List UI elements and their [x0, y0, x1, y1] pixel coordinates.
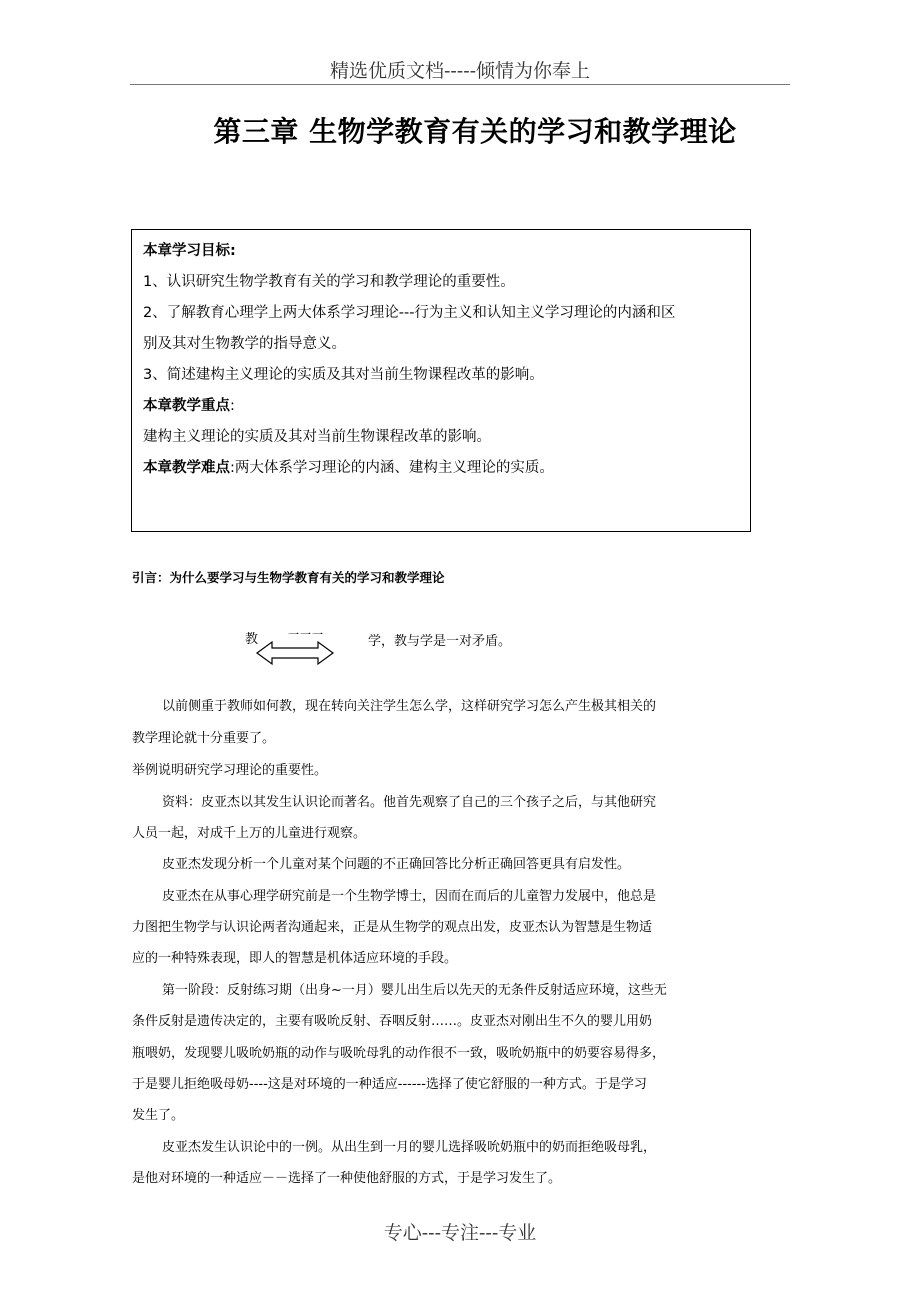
body-line: 是他对环境的一种适应－－选择了一种使他舒服的方式，于是学习发生了。 — [132, 1171, 562, 1186]
body-paragraph — [132, 822, 792, 841]
body-line: 资料：皮亚杰以其发生认识论而著名。他首先观察了自己的三个孩子之后，与其他研究 — [162, 795, 657, 810]
body-paragraph — [132, 759, 792, 778]
body-line: 皮亚杰在从事心理学研究前是一个生物学博士，因而在而后的儿童智力发展中，他总是 — [162, 889, 657, 904]
body-paragraph — [132, 853, 792, 872]
body-line: 皮亚杰发现分析一个儿童对某个问题的不正确回答比分析正确回答更具有启发性。 — [162, 857, 631, 872]
objectives-box — [131, 229, 751, 532]
goal-3: 3、简述建构主义理论的实质及其对当前生物课程改革的影响。 — [143, 367, 544, 383]
body-line: 力图把生物学与认识论两者沟通起来，正是从生物学的观点出发，皮亚杰认为智慧是生物适 — [132, 920, 653, 935]
body-paragraph — [132, 1104, 792, 1123]
difficulty-line — [143, 453, 740, 484]
page-header: 精选优质文档-----倾情为你奉上 — [329, 60, 591, 82]
goal-2a: 2、了解教育心理学上两大体系学习理论---行为主义和认知主义学习理论的内涵和区 — [143, 305, 676, 321]
body-paragraph — [132, 727, 792, 746]
body-paragraph — [132, 947, 792, 966]
body-paragraph — [132, 916, 792, 935]
focus-text: 建构主义理论的实质及其对当前生物课程改革的影响。 — [143, 429, 491, 445]
body-paragraph — [132, 1042, 792, 1061]
body-line: 于是婴儿拒绝吸母奶----这是对环境的一种适应------选择了使它舒服的一种方式。于是学习 — [132, 1077, 647, 1092]
chapter-title: 第三章 生物学教育有关的学习和教学理论 — [213, 115, 737, 148]
goal-2b: 别及其对生物教学的指导意义。 — [143, 336, 346, 352]
intro-line: 引言：为什么要学习与生物学教育有关的学习和教学理论 — [132, 570, 445, 585]
header-rule — [130, 84, 790, 85]
goals-heading: 本章学习目标: — [143, 243, 236, 259]
page-footer: 专心---专注---专业 — [383, 1222, 537, 1244]
body-line: 应的一种特殊表现，即人的智慧是机体适应环境的手段。 — [132, 951, 458, 966]
body-line: 皮亚杰发生认识论中的一例。从出生到一月的婴儿选择吸吮奶瓶中的奶而拒绝吸母乳， — [162, 1140, 657, 1155]
body-paragraph — [132, 885, 792, 904]
focus-colon: : — [230, 398, 235, 414]
body-line: 人员一起，对成千上万的儿童进行观察。 — [132, 826, 367, 841]
body-paragraph — [132, 791, 792, 810]
body-paragraph — [132, 979, 792, 998]
body-paragraph — [132, 1073, 792, 1092]
difficulty-text: :两大体系学习理论的内涵、建构主义理论的实质。 — [230, 460, 554, 476]
body-paragraph — [132, 1010, 792, 1029]
diagram-learn-label: 学，教与学是一对矛盾。 — [368, 634, 512, 649]
goal-1: 1、认识研究生物学教育有关的学习和教学理论的重要性。 — [143, 274, 515, 290]
diagram-teach-label: 教 — [245, 632, 259, 647]
body-line: 条件反射是遗传决定的，主要有吸吮反射、吞咽反射……。皮亚杰对刚出生不久的婴儿用奶 — [132, 1014, 653, 1029]
difficulty-heading: 本章教学难点 — [143, 460, 230, 476]
body-line: 第一阶段：反射练习期（出身~一月）婴儿出生后以先天的无条件反射适应环境，这些无 — [162, 983, 667, 998]
body-line: 瓶喂奶，发现婴儿吸吮奶瓶的动作与吸吮母乳的动作很不一致，吸吮奶瓶中的奶要容易得多， — [132, 1046, 666, 1061]
diagram-dash: 一一一 — [288, 628, 324, 641]
body-line: 教学理论就十分重要了。 — [132, 731, 276, 746]
body-line: 发生了。 — [132, 1108, 185, 1123]
body-paragraph — [132, 695, 792, 714]
body-line: 以前侧重于教师如何教，现在转向关注学生怎么学，这样研究学习怎么产生极其相关的 — [162, 699, 657, 714]
body-paragraph — [132, 1136, 792, 1155]
focus-heading: 本章教学重点 — [143, 398, 230, 414]
focus-heading-line — [143, 391, 740, 422]
body-line: 举例说明研究学习理论的重要性。 — [132, 763, 328, 778]
body-paragraph — [132, 1167, 792, 1186]
